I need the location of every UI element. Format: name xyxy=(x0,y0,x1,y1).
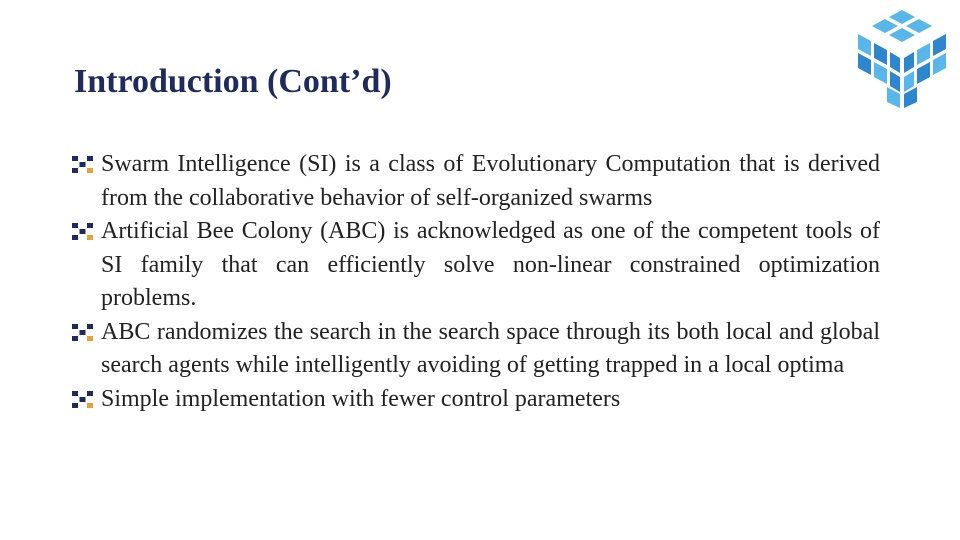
list-item xyxy=(72,148,880,215)
bullet-text: ABC randomizes the search in the search space through its both local and global search agents while intelligently avoiding of getting trapped in a local optima xyxy=(101,318,880,378)
cube-grid-logo-icon xyxy=(852,6,952,110)
bullet-list xyxy=(72,148,880,416)
checkered-bullet-icon xyxy=(72,324,93,341)
checkered-bullet-icon xyxy=(72,223,93,240)
list-item xyxy=(72,383,880,417)
bullet-text: Swarm Intelligence (SI) is a class of Evolutionary Computation that is derived from the collaborative behavior of self-organized swarms xyxy=(101,151,880,211)
bullet-text: Artificial Bee Colony (ABC) is acknowledged as one of the competent tools of SI family that can efficiently solve non-linear constrained optimization problems. xyxy=(101,218,880,311)
checkered-bullet-icon xyxy=(72,391,93,408)
checkered-bullet-icon xyxy=(72,156,93,173)
list-item xyxy=(72,316,880,383)
bullet-text: Simple implementation with fewer control parameters xyxy=(101,385,621,412)
list-item xyxy=(72,215,880,316)
slide-title: Introduction (Cont’d) xyxy=(74,63,392,100)
